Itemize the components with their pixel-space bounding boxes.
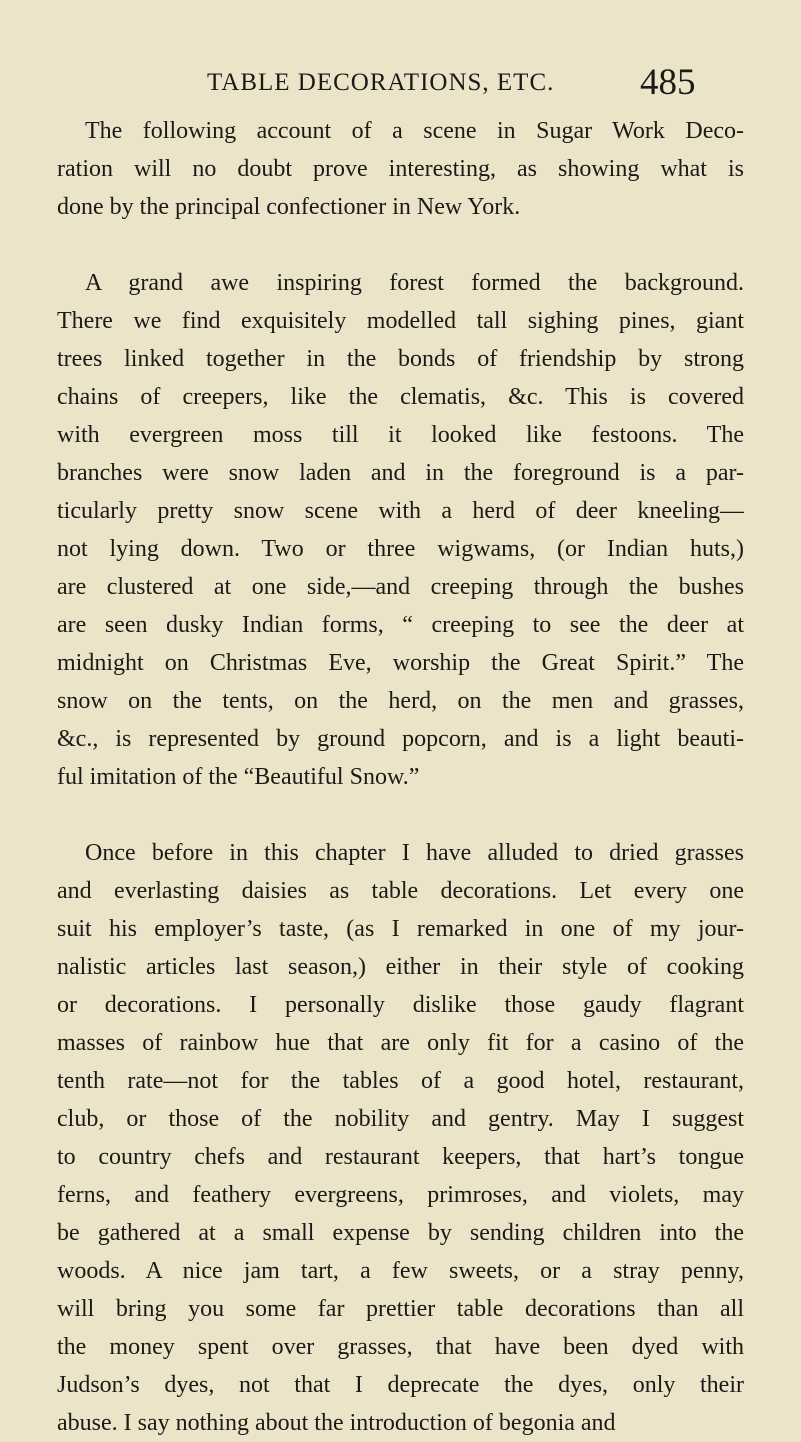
text-line: abuse. I say nothing about the introduction of begonia and [57, 1410, 616, 1436]
body-text [57, 112, 744, 1442]
text-line: nalistic articles last season,) either in their style of cooking [57, 954, 744, 980]
text-line: chains of creepers, like the clematis, &c. This is covered [57, 384, 744, 410]
text-line: to country chefs and restaurant keepers, that hart’s tongue [57, 1144, 744, 1170]
text-line: not lying down. Two or three wigwams, (or Indian huts,) [57, 536, 744, 562]
page-number: 485 [640, 62, 696, 103]
text-line: midnight on Christmas Eve, worship the Great Spirit.” The [57, 650, 744, 676]
text-line: masses of rainbow hue that are only fit for a casino of the [57, 1030, 744, 1056]
text-line: ful imitation of the “Beautiful Snow.” [57, 764, 420, 790]
text-line: branches were snow laden and in the foreground is a par- [57, 460, 744, 486]
text-line: and everlasting daisies as table decorations. Let every one [57, 878, 744, 904]
text-line: snow on the tents, on the herd, on the men and grasses, [57, 688, 744, 714]
text-line: There we find exquisitely modelled tall sighing pines, giant [57, 308, 744, 334]
text-line: A grand awe inspiring forest formed the background. [85, 270, 744, 296]
text-line: tenth rate—not for the tables of a good hotel, restaurant, [57, 1068, 744, 1094]
text-line: with evergreen moss till it looked like festoons. The [57, 422, 744, 448]
text-line: The following account of a scene in Sugar Work Deco- [85, 118, 744, 144]
text-line: ferns, and feathery evergreens, primroses, and violets, may [57, 1182, 744, 1208]
text-line: will bring you some far prettier table decorations than all [57, 1296, 744, 1322]
text-line: &c., is represented by ground popcorn, and is a light beauti- [57, 726, 744, 752]
text-line: are seen dusky Indian forms, “ creeping to see the deer at [57, 612, 744, 638]
paragraph-3 [57, 834, 744, 1442]
running-header [0, 58, 801, 108]
text-line: be gathered at a small expense by sending children into the [57, 1220, 744, 1246]
text-line: Once before in this chapter I have alluded to dried grasses [85, 840, 744, 866]
paragraph-2 [57, 264, 744, 796]
text-line: the money spent over grasses, that have been dyed with [57, 1334, 744, 1360]
text-line: ration will no doubt prove interesting, as showing what is [57, 156, 744, 182]
text-line: or decorations. I personally dislike those gaudy flagrant [57, 992, 744, 1018]
text-line: suit his employer’s taste, (as I remarked in one of my jour- [57, 916, 744, 942]
text-line: trees linked together in the bonds of friendship by strong [57, 346, 744, 372]
running-title: TABLE DECORATIONS, ETC. [207, 69, 555, 96]
text-line: Judson’s dyes, not that I deprecate the dyes, only their [57, 1372, 744, 1398]
text-line: club, or those of the nobility and gentry. May I suggest [57, 1106, 744, 1132]
text-line: ticularly pretty snow scene with a herd of deer kneeling— [57, 498, 744, 524]
text-line: woods. A nice jam tart, a few sweets, or a stray penny, [57, 1258, 744, 1284]
text-line: done by the principal confectioner in New York. [57, 194, 521, 220]
paragraph-1 [57, 112, 744, 226]
text-line: are clustered at one side,—and creeping through the bushes [57, 574, 744, 600]
